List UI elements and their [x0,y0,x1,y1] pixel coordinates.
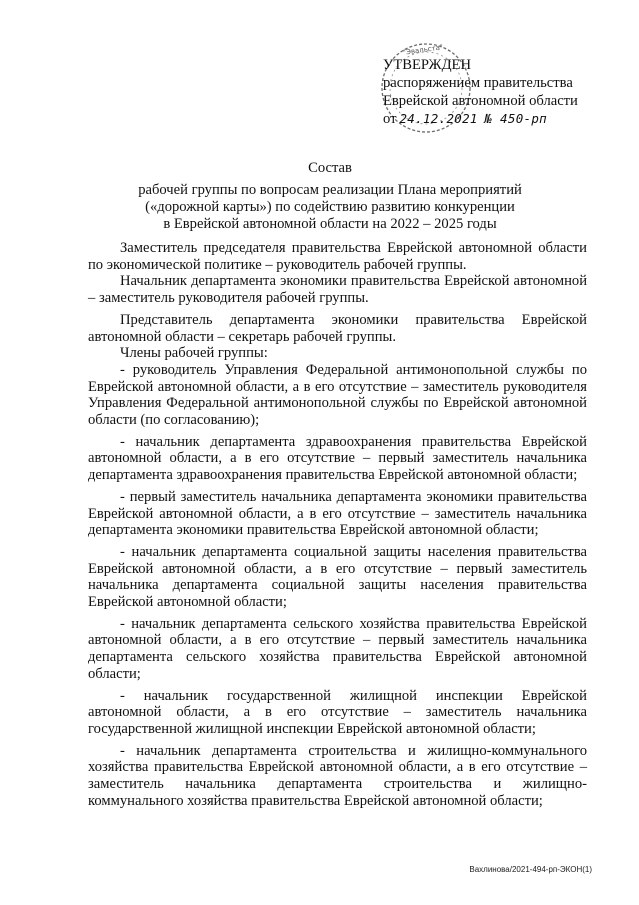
paragraph-deputy-head: Начальник департамента экономики правительства Еврейской автономной – заместитель руководителя рабочей группы. [88,273,587,307]
title-line-2: («дорожной карты») по содействию развитию конкуренции [145,199,515,215]
document-footer-code: Вахлинова/2021-494-рп-ЭКОН(1) [469,865,592,874]
title-line-1: рабочей группы по вопросам реализации Плана мероприятий [138,182,522,198]
approval-date-prefix: от [383,111,397,127]
approval-decree-line: распоряжением правительства [383,75,573,91]
member-item: - начальник департамента сельского хозяйства правительства Еврейской автономной области, а в его отсутствие – первый заместитель начальника департамента сельского хозяйства правительства Еврейской автономной области; [88,615,587,682]
member-item: - первый заместитель начальника департамента экономики правительства Еврейской автономной области, а в его отсутствие – заместитель начальника департамента экономики правительства Еврейской автономной области; [88,488,587,539]
document-title [90,160,570,233]
svg-text:"Эвальста": "Эвальста" [402,43,444,57]
approval-region-line: Еврейской автономной области [383,93,578,109]
document-body [88,240,587,810]
approval-number-handwritten: № 450-рп [484,111,548,126]
paragraph-secretary: Представитель департамента экономики правительства Еврейской автономной области – секретарь рабочей группы. [88,311,587,345]
member-item: - руководитель Управления Федеральной антимонопольной службы по Еврейской автономной области, а в его отсутствие – заместитель руководителя Управления Федеральной антимонопольной службы по Еврейской автономной области (по согласованию); [88,361,587,429]
approval-block [383,56,623,128]
paragraph-chair: Заместитель председателя правительства Еврейской автономной области по экономической политике – руководитель рабочей группы. [88,240,587,273]
paragraph-members-heading: Члены рабочей группы: [120,345,268,362]
member-item: - начальник департамента здравоохранения правительства Еврейской автономной области, а в его отсутствие – первый заместитель начальника департамента здравоохранения правительства Еврейской автономной области; [88,433,587,484]
member-item: - начальник департамента строительства и жилищно-коммунального хозяйства правительства Еврейской автономной области, а в его отсутствие – заместитель начальника департамента строительства и жилищно-коммунального хозяйства правительства Еврейской автономной области; [88,742,587,809]
member-item: - начальник государственной жилищной инспекции Еврейской автономной области, а в его отсутствие – заместитель начальника государственной жилищной инспекции Еврейской автономной области; [88,687,587,737]
title-heading: Состав [308,160,352,176]
member-item: - начальник департамента социальной защиты населения правительства Еврейской автономной области, а в его отсутствие – первый заместитель начальника департамента социальной защиты населения правительства Еврейской автономной области; [88,543,587,611]
approval-date-handwritten: 24.12.2021 [399,111,478,126]
title-line-3: в Еврейской автономной области на 2022 – 2025 годы [163,216,497,232]
approval-date-line [383,110,623,128]
approval-title: УТВЕРЖДЕН [383,57,471,73]
